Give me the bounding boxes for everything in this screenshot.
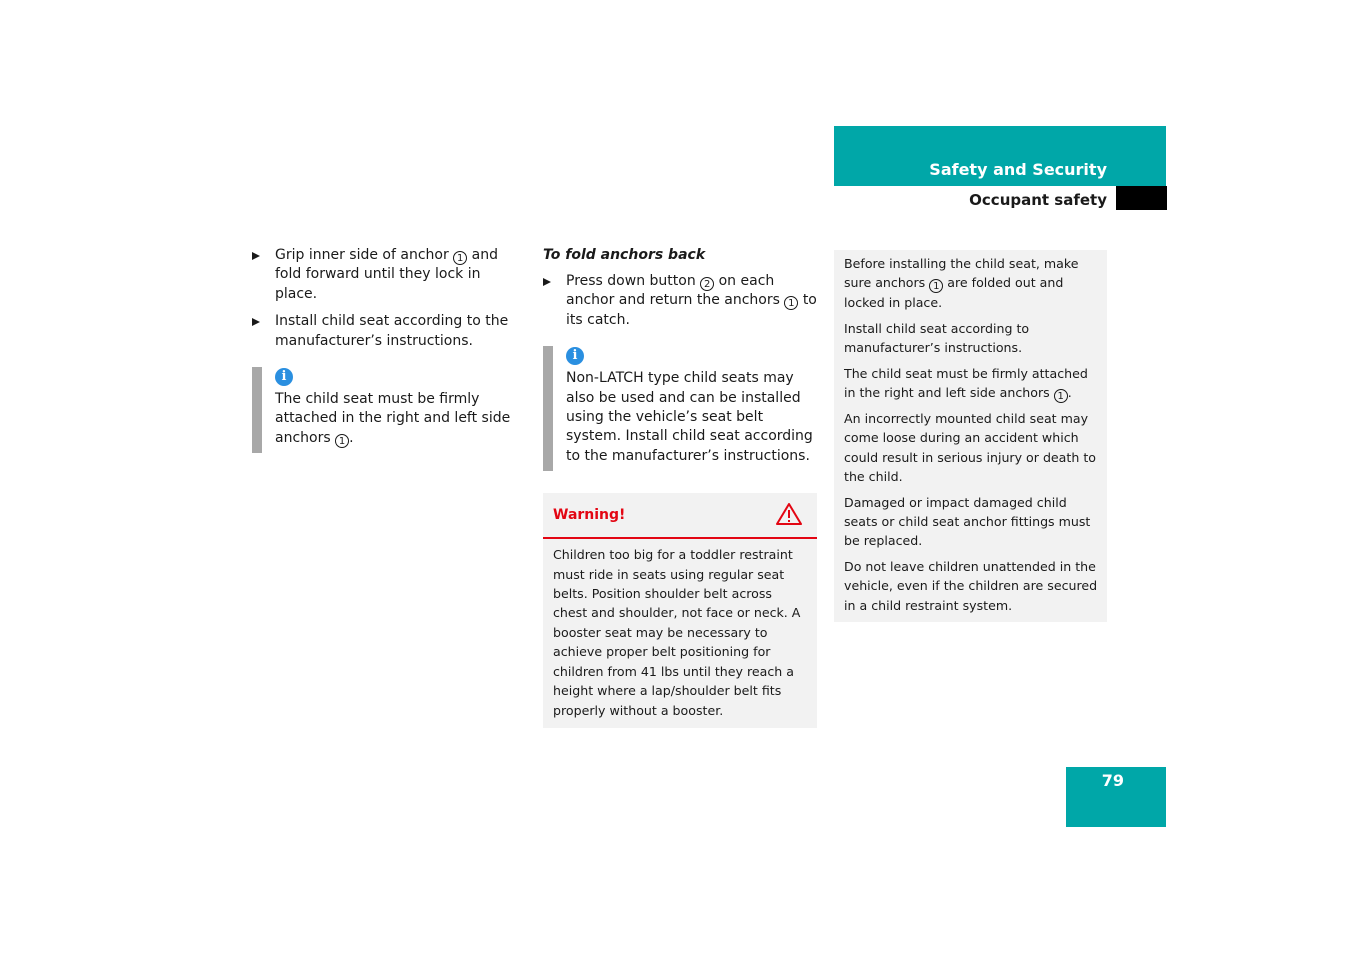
info-icon: i	[275, 368, 293, 386]
paragraph-text: The child seat must be firmly attached in the right and left side anchors	[844, 365, 1088, 401]
warning-header	[543, 493, 817, 539]
section-header-band	[834, 126, 1166, 186]
section-title: Safety and Security	[929, 160, 1107, 179]
paragraph	[844, 254, 1098, 313]
step-text: Grip inner side of anchor	[275, 247, 449, 263]
paragraph: Install child seat according to manufacturer’s instructions.	[844, 320, 1030, 356]
note-bar	[252, 367, 262, 453]
paragraph: Do not leave children unattended in the vehicle, even if the children are secured in a child restraint system.	[844, 558, 1098, 613]
step-install-seat	[252, 312, 524, 351]
paragraph-text: .	[1067, 385, 1072, 401]
step-press-button	[543, 272, 817, 330]
warning-text: Children too big for a toddler restraint must ride in seats using regular seat belts. Position shoulder belt across chest and shoulder, not face or neck. A booster seat may be necessary to achieve proper belt positioning for children from 41 lbs until they reach a height where a lap/shoulder belt fits properly without a booster.	[553, 547, 801, 718]
note-text	[275, 390, 524, 453]
paragraph-text: are folded out and locked in place.	[844, 275, 1064, 311]
callout-number: 1	[1054, 389, 1068, 403]
triangle-bullet-icon	[252, 252, 260, 260]
step-grip-anchor	[252, 246, 524, 304]
callout-number: 1	[784, 296, 798, 310]
paragraph	[844, 364, 1098, 403]
warning-triangle-icon	[775, 502, 803, 532]
step-text: Press down button	[566, 273, 696, 289]
warning-label: Warning!	[553, 507, 626, 524]
callout-number: 1	[929, 279, 943, 293]
triangle-bullet-icon	[543, 278, 551, 286]
callout-number: 1	[453, 251, 467, 265]
info-note	[252, 367, 524, 453]
column-1	[252, 246, 524, 453]
callout-number: 1	[335, 434, 349, 448]
chapter-tab-marker	[1116, 186, 1167, 210]
paragraph: Damaged or impact damaged child seats or child seat anchor fittings must be replaced.	[844, 494, 1091, 549]
step-text: Install child seat according to the manufacturer’s instructions.	[275, 313, 509, 349]
subheading-fold-anchors: To fold anchors back	[543, 247, 706, 263]
step-text: and fold forward until they lock in place.	[275, 247, 498, 302]
note-text-part: The child seat must be firmly attached in the right and left side anchors	[275, 391, 511, 446]
note-bar	[543, 346, 553, 471]
step-text: to its catch.	[566, 292, 817, 328]
paragraph-text: Before installing the child seat, make sure anchors	[844, 256, 1079, 291]
warning-details-box	[834, 250, 1107, 622]
note-text: Non-LATCH type child seats may also be used and can be installed using the vehicle’s seat belt system. Install child seat according to the manufacturer’s instructions.	[566, 370, 813, 464]
info-note	[543, 346, 817, 471]
info-icon: i	[566, 347, 584, 365]
column-2	[543, 246, 817, 728]
triangle-bullet-icon	[252, 318, 260, 326]
step-text: on each anchor and return the anchors	[566, 273, 780, 309]
note-text-part: .	[349, 429, 354, 446]
subsection-title: Occupant safety	[969, 191, 1107, 209]
paragraph: An incorrectly mounted child seat may come loose during an accident which could result in serious injury or death to the child.	[844, 411, 1096, 485]
warning-box	[543, 493, 817, 728]
page-number: 79	[1101, 771, 1124, 790]
callout-number: 2	[700, 277, 714, 291]
